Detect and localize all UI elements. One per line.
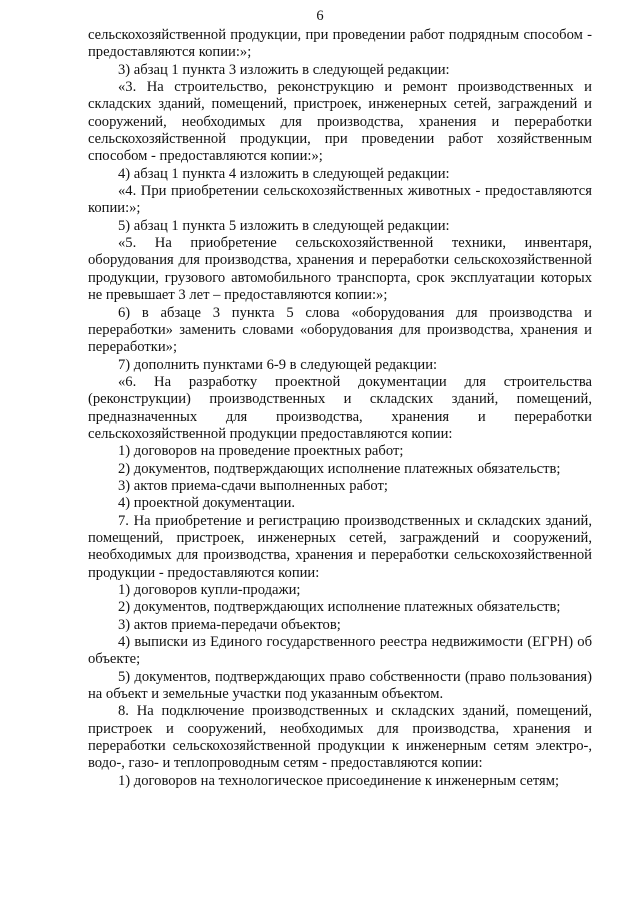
document-body bbox=[88, 27, 592, 790]
paragraph-point-6-text: «6. На разработку проектной документации для строительства (реконструкции) производственных и складских зданий, помещений, предназначенных для производства, хранения и переработки сельскохозяйственной продукции предоставляются копии: bbox=[88, 373, 592, 442]
list-item: 4) выписки из Единого государственного реестра недвижимости (ЕГРН) об объекте; bbox=[88, 634, 592, 668]
paragraph-item-7-instruction: 7) дополнить пунктами 6-9 в следующей редакции: bbox=[118, 356, 438, 373]
paragraph-item-5-instruction: 5) абзац 1 пункта 5 изложить в следующей редакции: bbox=[118, 217, 450, 234]
paragraph-point-4-text: «4. При приобретении сельскохозяйственных животных - предоставляются копии:»; bbox=[88, 183, 592, 217]
list-item: 2) документов, подтверждающих исполнение платежных обязательств; bbox=[118, 599, 561, 616]
paragraph-item-3-instruction: 3) абзац 1 пункта 3 изложить в следующей редакции: bbox=[118, 61, 450, 78]
paragraph-point-3-text: «3. На строительство, реконструкцию и ремонт производственных и складских зданий, помещений, пристроек, инженерных сетей, заграждений и сооружений, необходимых для производства, хранения и переработки сельскохозяйственной продукции, при проведении работ хозяйственным способом - предоставляются копии:»; bbox=[88, 79, 592, 165]
list-item: 5) документов, подтверждающих право собственности (право пользования) на объект и земельные участки под указанным объектом. bbox=[88, 668, 592, 703]
list-item: 1) договоров на проведение проектных работ; bbox=[118, 443, 404, 460]
paragraph-point-5-text: «5. На приобретение сельскохозяйственной техники, инвентаря, оборудования для производства, хранения и переработки сельскохозяйственной продукции, грузового автомобильного транспорта, срок эксплуатации которых не превышает 3 лет – предоставляются копии:»; bbox=[88, 235, 592, 304]
paragraph-point-8-text: 8. На подключение производственных и складских зданий, помещений, пристроек и сооружений, необходимых для производства, хранения и переработки сельскохозяйственной продукции к инженерным сетям электро-, водо-, газо- и теплопроводным сетям - предоставляются копии: bbox=[88, 703, 592, 772]
list-item: 1) договоров на технологическое присоединение к инженерным сетям; bbox=[118, 772, 560, 789]
paragraph-continuation: сельскохозяйственной продукции, при проведении работ подрядным способом - предоставляются копии:»; bbox=[88, 27, 592, 61]
paragraph-item-6-instruction: 6) в абзаце 3 пункта 5 слова «оборудования для производства и переработки» заменить словами «оборудования для производства, хранения и переработки»; bbox=[88, 304, 592, 356]
list-item: 3) актов приема-передачи объектов; bbox=[118, 616, 341, 633]
list-item: 2) документов, подтверждающих исполнение платежных обязательств; bbox=[118, 460, 561, 477]
paragraph-point-7-text: 7. На приобретение и регистрацию производственных и складских зданий, помещений, пристроек, инженерных сетей, заграждений и сооружений, необходимых для производства, хранения и переработки сельскохозяйственной продукции - предоставляются копии: bbox=[88, 512, 592, 581]
paragraph-item-4-instruction: 4) абзац 1 пункта 4 изложить в следующей редакции: bbox=[118, 165, 450, 182]
list-item: 4) проектной документации. bbox=[118, 495, 296, 512]
page-number: 6 bbox=[316, 8, 324, 24]
list-item: 1) договоров купли-продажи; bbox=[118, 582, 301, 598]
list-item: 3) актов приема-сдачи выполненных работ; bbox=[118, 477, 388, 494]
